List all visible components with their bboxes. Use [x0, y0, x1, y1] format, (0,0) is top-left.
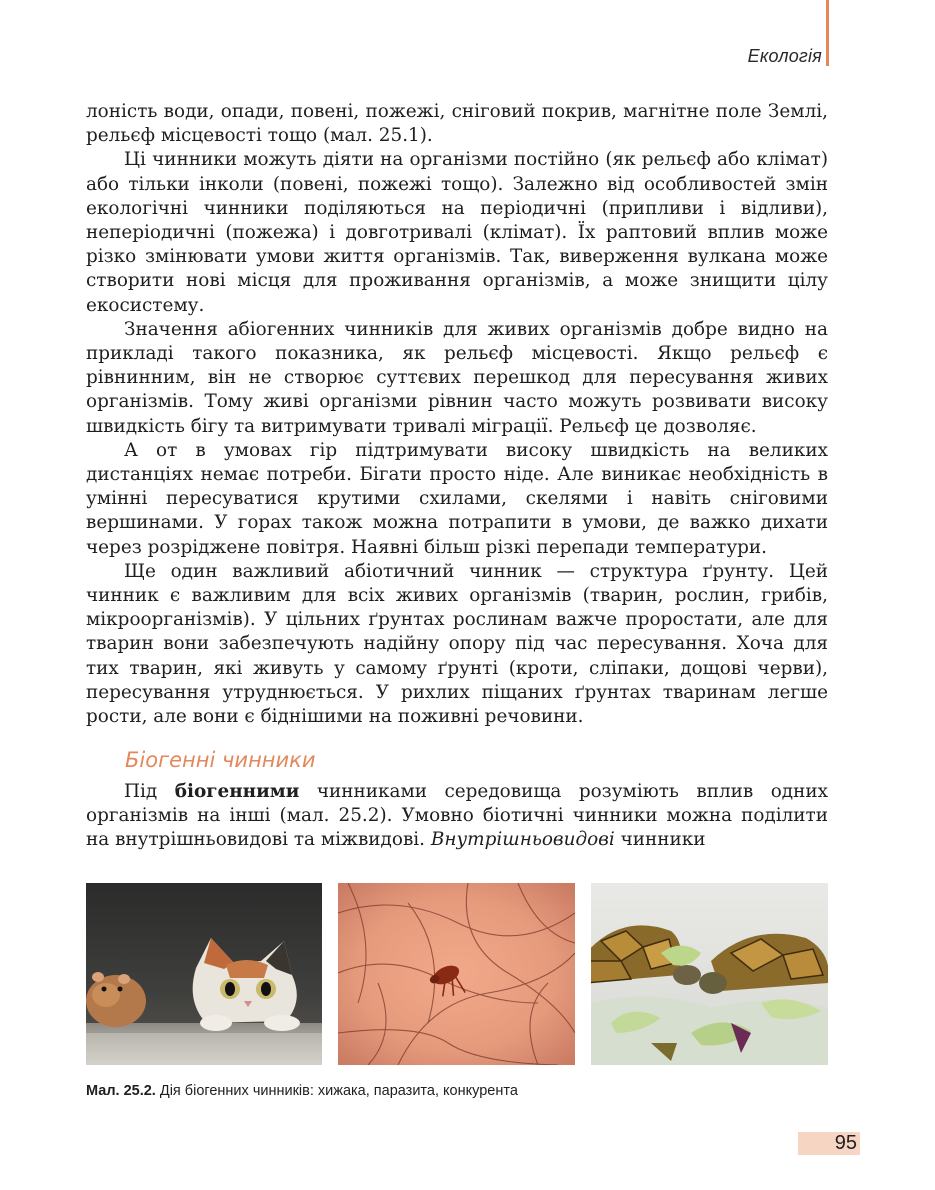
- paragraph-2: Ці чинники можуть діяти на організми постійно (як рельєф або клімат) або тільки інколи (повені, пожежі тощо). Залежно від особливостей змін екологічні чинники поділяються на періодичні (припливи і відливи), неперіодичні (пожежа) і довготривалі (клімат). Їх раптовий вплив може різко змінювати умови життя організмів. Так, виверження вулкана може створити нові місця для проживання організмів, а може знищити цілу екосистему.: [86, 149, 828, 316]
- biogenic-italic-term: Внутрішньовидові: [430, 829, 615, 851]
- paragraph-3: Значення абіогенних чинників для живих організмів добре видно на прикладі такого показника, як рельєф місцевості. Якщо рельєф є рівнинним, він не створює суттєвих перешкод для пересування живих організмів. Тому живі організми рівнин часто можуть розвивати високу швидкість бігу та витримувати тривалі міграції. Рельєф це дозволяє.: [86, 318, 828, 437]
- figure-text: Дія біогенних чинників: хижака, паразита, конкурента: [155, 1083, 518, 1099]
- figure-caption: [86, 1083, 518, 1099]
- photo-cat-hamster: [86, 883, 322, 1065]
- figure-label: Мал. 25.2.: [86, 1083, 156, 1099]
- paragraph-biogenic: [86, 780, 828, 853]
- biogenic-part-1: Під: [124, 781, 175, 802]
- paragraph-1: лоність води, опади, повені, пожежі, сніговий покрив, магнітне поле Землі, рельєф місцевості тощо (мал. 25.1).: [86, 101, 828, 147]
- photo-flea-skin: [338, 883, 575, 1065]
- section-title-biogenic: Біогенні чинники: [125, 748, 316, 772]
- body-text: [86, 100, 828, 729]
- paragraph-4: А от в умовах гір підтримувати високу швидкість на великих дистанціях немає потреби. Бігати просто ніде. Але виникає необхідність в умінні пересуватися крутими схилами, скелями і навіть сніговими вершинами. У горах також можна потрапити в умови, де важко дихати через розріджене повітря. Наявні більш різкі перепади температури.: [86, 439, 828, 558]
- page-number: 95: [798, 1132, 860, 1155]
- photo-turtles-eating: [591, 883, 828, 1065]
- paragraph-5: Ще один важливий абіотичний чинник — структура ґрунту. Цей чинник є важливим для всіх живих організмів (тварин, рослин, грибів, мікроорганізмів). У цільних ґрунтах рослинам важче проростати, але для тварин вони забезпечують надійну опору під час пересування. Хоча для тих тварин, які живуть у самому ґрунті (кроти, сліпаки, дощові черви), пересування утруднюється. У рихлих піщаних ґрунтах тваринам легше рости, але вони є біднішими на поживні речовини.: [86, 560, 828, 728]
- section-header: Екологія: [747, 46, 822, 66]
- header-accent-rule: [826, 0, 829, 66]
- biogenic-part-3: чинники: [614, 829, 706, 851]
- biogenic-text: [86, 780, 828, 853]
- biogenic-part-2: чинниками середовища розуміють вплив одних організмів на інші (мал. 25.2). Умовно біотичні чинники можна поділити на внутрішньовидові та міжвидові.: [86, 781, 828, 851]
- biogenic-bold-term: біогенними: [174, 781, 300, 802]
